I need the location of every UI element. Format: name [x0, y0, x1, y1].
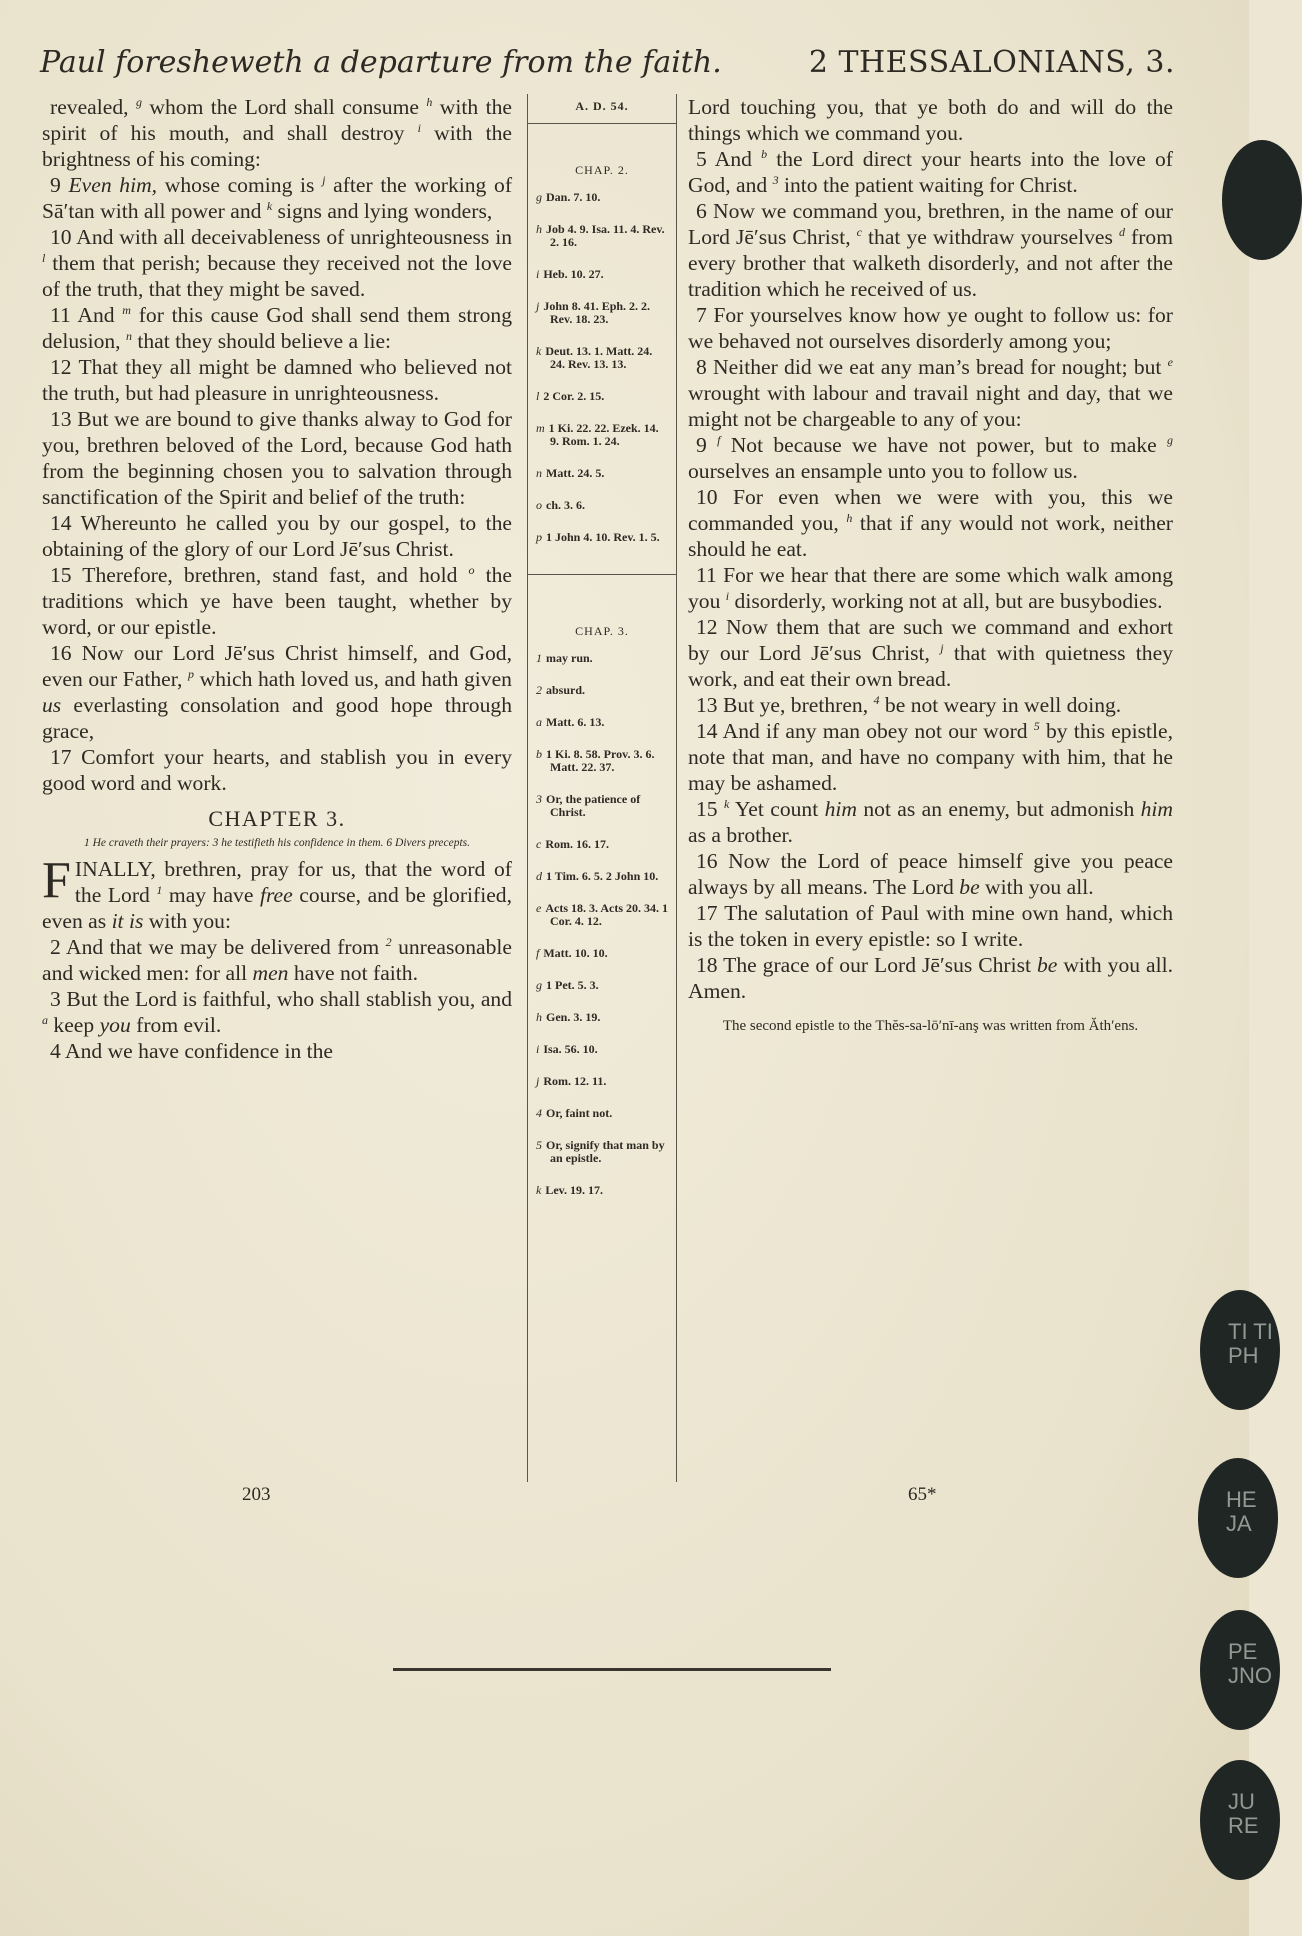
- cross-reference: k Deut. 13. 1. Matt. 24. 24. Rev. 13. 13.: [536, 344, 653, 371]
- year-label: A. D. 54.: [575, 99, 629, 113]
- chapter-ref-label: CHAP. 2.: [575, 163, 629, 177]
- verse: 8 Neither did we eat any man’s bread for nought; but $^e$ wrought with labour and travail night and day, that we might not be chargeable to any of you:: [688, 354, 1173, 431]
- running-header: [40, 40, 1175, 86]
- cross-reference: 3 Or, the patience of Christ.: [536, 792, 641, 819]
- divider: [528, 123, 676, 124]
- cross-reference: m 1 Ki. 22. 22. Ezek. 14. 9. Rom. 1. 24.: [536, 421, 659, 448]
- verse: 17 Comfort your hearts, and stablish you in every good word and work.: [42, 745, 512, 795]
- chapter-heading: CHAPTER 3.: [208, 806, 346, 831]
- verse: Lord touching you, that ye both do and will do the things which we command you.: [688, 95, 1173, 145]
- cross-reference-column: [527, 94, 677, 1482]
- cross-reference: l 2 Cor. 2. 15.: [536, 389, 605, 403]
- verse: 16 Now our Lord Jē′sus Christ himself, and God, even our Father, $^p$ which hath loved us, and hath given us everlasting consolation and good hope through grace,: [42, 641, 512, 743]
- cross-reference: h Job 4. 9. Isa. 11. 4. Rev. 2. 16.: [536, 222, 665, 249]
- verse: revealed, $^g$ whom the Lord shall consume $^h$ with the spirit of his mouth, and shall destroy $^i$ with the brightness of his coming:: [42, 94, 513, 171]
- cross-reference: j Rom. 12. 11.: [536, 1074, 607, 1088]
- cross-reference: g Dan. 7. 10.: [536, 190, 601, 204]
- verse: 4 And we have confidence in the: [50, 1039, 334, 1063]
- cross-reference: a Matt. 6. 13.: [536, 715, 605, 729]
- verse: 17 The salutation of Paul with mine own hand, which is the token in every epistle: so I write.: [688, 901, 1173, 951]
- right-text-column: [688, 94, 1173, 1035]
- cross-reference: b 1 Ki. 8. 58. Prov. 3. 6. Matt. 22. 37.: [536, 747, 655, 774]
- verse: FINALLY, brethren, pray for us, that the word of the Lord $^1$ may have free course, and be glorified, even as it is with you:: [42, 852, 512, 933]
- cross-reference: e Acts 18. 3. Acts 20. 34. 1 Cor. 4. 12.: [536, 901, 668, 928]
- verse: 15 $^k$ Yet count him not as an enemy, but admonish him as a brother.: [688, 796, 1174, 847]
- verse: 13 But ye, brethren, $^4$ be not weary in well doing.: [696, 692, 1122, 717]
- cross-reference: 2 absurd.: [536, 683, 586, 697]
- cross-reference: 4 Or, faint not.: [536, 1106, 613, 1120]
- footer-rule: [393, 1668, 831, 1671]
- cross-reference: 1 may run.: [536, 651, 593, 665]
- verse: 10 And with all deceivableness of unrighteousness in $^l$ them that perish; because they received not the love of the truth, that they might be saved.: [42, 225, 512, 301]
- verse: 5 And $^b$ the Lord direct your hearts into the love of God, and $^3$ into the patient waiting for Christ.: [688, 146, 1173, 197]
- verse: 11 And $^m$ for this cause God shall send them strong delusion, $^n$ that they should believe a lie:: [42, 302, 513, 353]
- thumb-index-tab[interactable]: HE JA: [1198, 1458, 1278, 1578]
- divider: [528, 574, 676, 575]
- verse: 14 And if any man obey not our word $^5$ by this epistle, note that man, and have no company with him, that he may be ashamed.: [688, 718, 1173, 795]
- thumb-index-tab[interactable]: PE JNO: [1200, 1610, 1280, 1730]
- verse: 6 Now we command you, brethren, in the name of our Lord Jē′sus Christ, $^c$ that ye withdraw yourselves $^d$ from every brother that walketh disorderly, and not after the tradition which he received of us.: [688, 199, 1173, 301]
- left-text-column: [42, 94, 512, 1064]
- header-left-title: Paul foresheweth a departure from the faith.: [40, 45, 722, 80]
- cross-reference: h Gen. 3. 19.: [536, 1010, 601, 1024]
- page-number-right: 65*: [908, 1484, 937, 1505]
- verse: 3 But the Lord is faithful, who shall stablish you, and $^a$ keep you from evil.: [42, 987, 512, 1037]
- verse: 16 Now the Lord of peace himself give you peace always by all means. The Lord be with you all.: [688, 849, 1173, 899]
- cross-reference: i Isa. 56. 10.: [536, 1042, 598, 1056]
- verse: 9 $^f$ Not because we have not power, but to make $^g$ ourselves an ensample unto you to follow us.: [688, 432, 1173, 483]
- verse: 9 Even him, whose coming is $^j$ after the working of Sā′tan with all power and $^k$ signs and lying wonders,: [42, 172, 513, 223]
- verse: 13 But we are bound to give thanks alway to God for you, brethren beloved of the Lord, because God hath from the beginning chosen you to salvation through sanctification of the Spirit and belief of the truth:: [42, 407, 512, 509]
- verse: 14 Whereunto he called you by our gospel, to the obtaining of the glory of our Lord Jē′sus Christ.: [42, 511, 512, 561]
- thumb-index-tab[interactable]: [1222, 140, 1302, 260]
- verse: 7 For yourselves know how ye ought to follow us: for we behaved not ourselves disorderly among you;: [688, 303, 1173, 353]
- cross-reference: f Matt. 10. 10.: [536, 946, 608, 960]
- drop-cap: F: [42, 852, 71, 909]
- verse: 15 Therefore, brethren, stand fast, and hold $^o$ the traditions which ye have been taught, whether by word, or our epistle.: [42, 562, 512, 639]
- chapter-summary: 1 He craveth their prayers: 3 he testifieth his confidence in them. 6 Divers precepts.: [83, 837, 470, 849]
- cross-reference: p 1 John 4. 10. Rev. 1. 5.: [536, 530, 660, 544]
- verse: 10 For even when we were with you, this we commanded you, $^h$ that if any would not work, neither should he eat.: [688, 485, 1173, 561]
- cross-reference: k Lev. 19. 17.: [536, 1183, 603, 1197]
- thumb-index-tab[interactable]: JU RE: [1200, 1760, 1280, 1880]
- verse: 2 And that we may be delivered from $^2$ unreasonable and wicked men: for all men have not faith.: [42, 934, 512, 985]
- cross-reference: j John 8. 41. Eph. 2. 2. Rev. 18. 23.: [536, 299, 651, 326]
- chapter-ref-label: CHAP. 3.: [575, 624, 629, 638]
- cross-reference: c Rom. 16. 17.: [536, 837, 609, 851]
- cross-reference: g 1 Pet. 5. 3.: [536, 978, 599, 992]
- cross-reference: o ch. 3. 6.: [536, 498, 585, 512]
- cross-reference: i Heb. 10. 27.: [536, 267, 604, 281]
- verse: 12 That they all might be damned who believed not the truth, but had pleasure in unrighteousness.: [42, 355, 512, 405]
- cross-reference: n Matt. 24. 5.: [536, 466, 605, 480]
- thumb-index-tab[interactable]: TI TI PH: [1200, 1290, 1280, 1410]
- page-number-left: 203: [242, 1484, 271, 1505]
- epistle-subscription: The second epistle to the Thĕs-sa-lō′nī-anş was written from Ăth′ens.: [722, 1018, 1139, 1034]
- header-book-chapter: 2 THESSALONIANS, 3.: [808, 45, 1175, 80]
- cross-reference: d 1 Tim. 6. 5. 2 John 10.: [536, 869, 659, 883]
- cross-reference: 5 Or, signify that man by an epistle.: [536, 1138, 665, 1165]
- verse: 12 Now them that are such we command and exhort by our Lord Jē′sus Christ, $^j$ that with quietness they work, and eat their own bread.: [688, 615, 1173, 691]
- verse: 11 For we hear that there are some which walk among you $^i$ disorderly, working not at all, but are busybodies.: [688, 563, 1173, 613]
- verse: 18 The grace of our Lord Jē′sus Christ be with you all. Amen.: [688, 953, 1173, 1003]
